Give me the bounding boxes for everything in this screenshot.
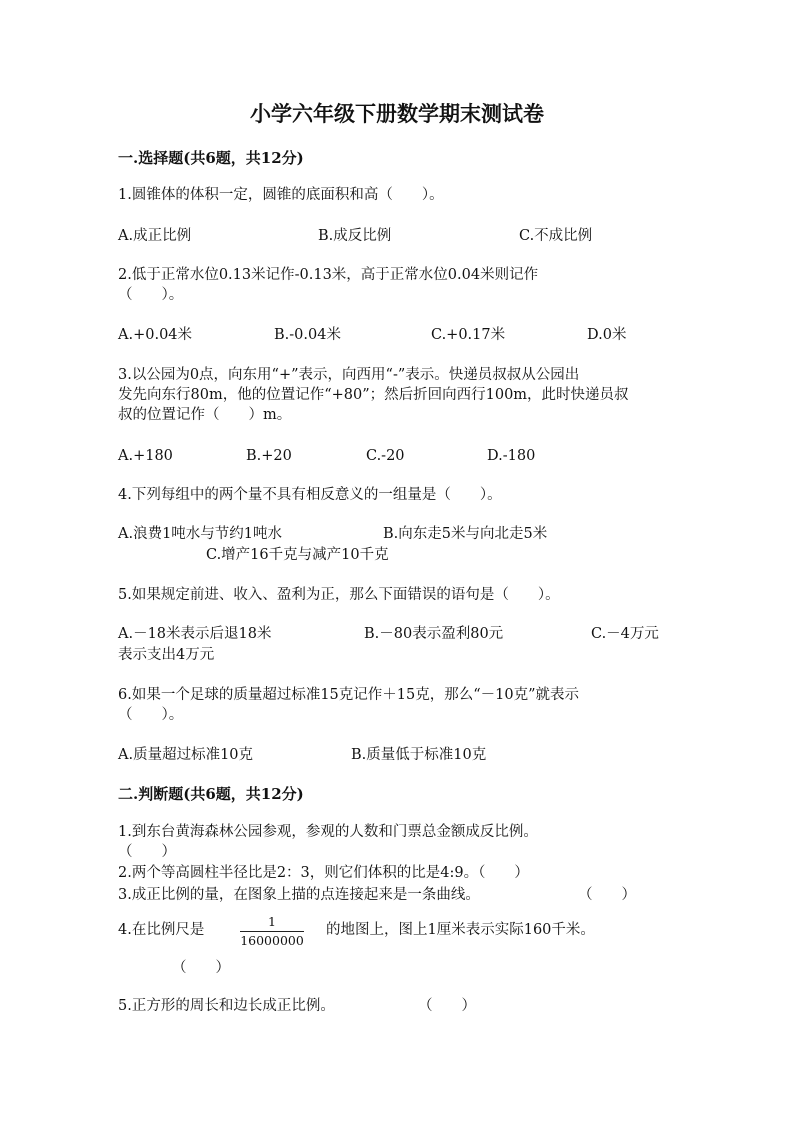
question-6-stem-line1: 6.如果一个足球的质量超过标准15克记作＋15克，那么“－10克”就表示 [118,687,580,703]
question-1-stem: 1.圆锥体的体积一定，圆锥的底面积和高（ ）。 [118,187,444,203]
question-6-stem-line2: （ ）。 [118,707,184,723]
question-2-stem-line2: （ ）。 [118,287,184,303]
question-4-option-b: B.向东走5米与向北走5米 [383,526,548,542]
question-2-stem-line1: 2.低于正常水位0.13米记作-0.13米，高于正常水位0.04米则记作 [118,267,539,283]
scale-fraction [240,914,304,949]
question-5-option-a: A.－18米表示后退18米 [118,626,272,642]
question-5-option-b: B.－80表示盈利80元 [364,626,504,642]
scale-fraction-numerator: 1 [268,914,276,929]
question-2-option-a: A.+0.04米 [118,327,193,343]
scale-fraction-denominator: 16000000 [240,933,304,948]
judgement-4-paren: （ ） [172,960,230,976]
fraction-bar [240,931,304,932]
question-2-option-d: D.0米 [587,327,627,343]
question-4-stem: 4.下列每组中的两个量不具有相反意义的一组量是（ ）。 [118,487,502,503]
question-5-stem: 5.如果规定前进、收入、盈利为正，那么下面错误的语句是（ ）。 [118,587,560,603]
question-1-option-c: C.不成比例 [519,228,593,244]
question-3-stem-line1: 3.以公园为0点，向东用“+”表示，向西用“-”表示。快递员叔叔从公园出 [118,367,580,383]
section-heading-choice: 一.选择题(共6题，共12分) [118,149,304,167]
question-6-option-a: A.质量超过标准10克 [118,747,254,763]
question-3-stem-line2: 发先向东行80m，他的位置记作“+80”；然后折回向西行100m，此时快递员叔 [118,387,629,403]
section-heading-judgement: 二.判断题(共6题，共12分) [118,785,304,803]
question-3-stem-line3: 叔的位置记作（ ）m。 [118,407,292,423]
question-3-option-b: B.+20 [246,448,292,464]
judgement-1-paren: （ ） [118,844,176,860]
judgement-5: 5.正方形的周长和边长成正比例。 [118,998,335,1014]
question-1-option-a: A.成正比例 [118,228,192,244]
judgement-4-prefix: 4.在比例尺是 [118,922,205,938]
judgement-1-line1: 1.到东台黄海森林公园参观，参观的人数和门票总金额成反比例。 [118,824,538,840]
question-6-option-b: B.质量低于标准10克 [351,747,487,763]
question-5-option-c-continued: 表示支出4万元 [118,647,215,663]
judgement-3-paren: （ ） [578,887,636,903]
question-4-option-a: A.浪费1吨水与节约1吨水 [118,526,283,542]
judgement-2: 2.两个等高圆柱半径比是2：3，则它们体积的比是4:9。（ ） [118,865,529,881]
question-3-option-d: D.-180 [487,448,536,464]
question-2-option-c: C.+0.17米 [431,327,506,343]
page-title: 小学六年级下册数学期末测试卷 [250,101,544,126]
question-2-option-b: B.-0.04米 [274,327,341,343]
question-1-option-b: B.成反比例 [318,228,392,244]
question-3-option-a: A.+180 [118,448,173,464]
judgement-5-paren: （ ） [418,998,476,1014]
judgement-4-suffix: 的地图上，图上1厘米表示实际160千米。 [326,922,595,938]
question-4-option-c: C.增产16千克与减产10千克 [206,547,389,563]
question-5-option-c: C.－4万元 [591,626,659,642]
judgement-3: 3.成正比例的量，在图象上描的点连接起来是一条曲线。 [118,887,480,903]
question-3-option-c: C.-20 [366,448,405,464]
